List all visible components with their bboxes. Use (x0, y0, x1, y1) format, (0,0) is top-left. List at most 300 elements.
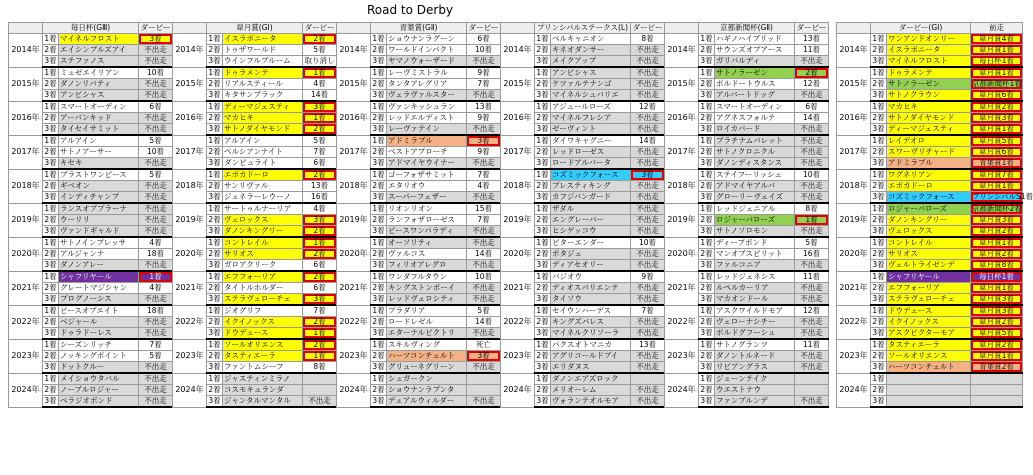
table-row (837, 339, 1023, 351)
horse-name-cell: ダノンディスタンス (715, 158, 795, 170)
horse-name-cell: タンタアレグリア (387, 79, 467, 90)
table-row (9, 34, 173, 45)
derby-result-cell: 不出走 (795, 328, 829, 340)
horse-name-cell: ヴァンドギャルド (59, 226, 139, 238)
previous-race-cell: 皐月賞1着 (971, 237, 1023, 249)
horse-name-cell (887, 385, 971, 396)
year-cell: 2024年 (9, 373, 43, 407)
rank-cell: 2着 (536, 317, 549, 326)
rank-cell: 3着 (872, 294, 885, 303)
horse-name-cell: キネオダンサー (551, 45, 631, 56)
previous-race-cell: 京都新聞杯1着 (972, 79, 1022, 88)
table-row (9, 237, 173, 249)
horse-name-cell: マカオンドール (715, 294, 795, 306)
rank-cell: 3着 (208, 396, 221, 405)
horse-name-cell: ロジャーバローズ (715, 215, 795, 226)
year-cell: 2023年 (173, 339, 207, 373)
rank-cell: 1着 (536, 204, 549, 213)
rank-cell: 3着 (208, 328, 221, 337)
rank-cell: 2着 (700, 79, 713, 88)
table-row (337, 101, 501, 113)
derby-result-cell: 1着 (303, 67, 337, 79)
rank-cell: 1着 (372, 170, 385, 179)
rank-cell: 3着 (536, 124, 549, 133)
horse-name-cell: ガロアクリーク (223, 260, 303, 272)
derby-result-cell: 10着 (467, 45, 501, 56)
rank-cell: 3着 (208, 294, 221, 303)
rank-cell: 1着 (208, 374, 221, 383)
table-row (665, 203, 829, 215)
derby-result-cell: 不出走 (631, 124, 665, 136)
horse-name-cell: キセキ (59, 158, 139, 170)
horse-name-cell: アスクビクターモア (887, 328, 971, 340)
derby-result-cell: 2着 (795, 67, 829, 79)
rank-cell: 1着 (44, 238, 57, 247)
derby-result-cell: 3着 (139, 34, 173, 45)
rank-cell: 1着 (44, 374, 57, 383)
rank-cell: 3着 (372, 328, 385, 337)
horse-name-cell: サトノダイヤモンド (887, 113, 971, 124)
rank-cell: 3着 (372, 260, 385, 269)
rank-cell: 1着 (536, 102, 549, 111)
rank-cell: 3着 (872, 328, 885, 337)
year-cell: 2022年 (173, 305, 207, 339)
horse-name-cell: ドゥラドーレス (59, 328, 139, 340)
rank-cell: 3着 (700, 260, 713, 269)
rank-cell: 1着 (536, 238, 549, 247)
derby-result-cell: 6着 (303, 283, 337, 294)
horse-name-cell: サトノソロモン (715, 226, 795, 238)
previous-race-cell: 皐月賞1着 (971, 67, 1023, 79)
horse-name-cell: アドマイヤウイナー (387, 158, 467, 170)
previous-race-cell: 皐月賞3着 (971, 305, 1023, 317)
rank-cell: 2着 (872, 45, 885, 54)
previous-race-cell: 青葉賞1着 (971, 158, 1023, 170)
horse-name-cell: コズミックフォース (887, 192, 971, 204)
derby-result-cell: 不出走 (795, 135, 829, 147)
rank-cell: 1着 (372, 34, 385, 43)
horse-name-cell: ワンダフルタウン (387, 271, 467, 283)
rank-cell: 1着 (44, 68, 57, 77)
horse-name-cell: セイウンハーデス (551, 305, 631, 317)
previous-race-cell: 皐月賞6着 (971, 90, 1023, 102)
year-cell: 2019年 (665, 203, 699, 237)
derby-result-cell: 死亡 (467, 339, 501, 351)
table-row (173, 339, 337, 351)
table-row (501, 305, 665, 317)
derby-result-cell: 4着 (467, 181, 501, 192)
horse-name-cell: アルジャンナ (59, 249, 139, 260)
derby-result-cell: 1着 (303, 113, 337, 124)
year-cell: 2014年 (173, 34, 207, 68)
derby-result-cell: 不出走 (467, 328, 501, 340)
rank-cell: 2着 (208, 45, 221, 54)
derby-result-cell: 不出走 (795, 192, 829, 204)
rank-cell: 1着 (208, 34, 221, 43)
derby-result-cell: 不出走 (139, 328, 173, 340)
derby-result-cell: 4着 (303, 203, 337, 215)
table-row (9, 339, 173, 351)
horse-name-cell: シャフリヤール (887, 271, 971, 283)
horse-name-cell: ジューンテイク (715, 373, 795, 385)
horse-name-cell: キングズパレス (551, 317, 631, 328)
year-cell: 2014年 (337, 34, 371, 68)
table-row (337, 135, 501, 147)
previous-race-cell (971, 385, 1023, 396)
derby-result-cell: 3着 (631, 169, 665, 181)
derby-result-cell: 取り消し (304, 56, 335, 65)
horse-name-cell: サトノダイヤモンド (223, 124, 303, 136)
horse-name-cell: コスモキュランダ (223, 385, 303, 396)
race-table (664, 22, 829, 408)
rank-cell: 1着 (208, 272, 221, 281)
year-cell: 2019年 (9, 203, 43, 237)
rank-cell: 3着 (208, 362, 221, 371)
rank-cell: 3着 (208, 158, 221, 167)
horse-name-cell: ファルコニア (715, 260, 795, 272)
horse-name-cell: マイネルフロスト (887, 56, 971, 68)
derby-result-cell: 2着 (303, 249, 337, 260)
rank-cell: 3着 (372, 362, 385, 371)
rank-cell: 2着 (208, 113, 221, 122)
previous-race-cell: 皐月賞2着 (971, 317, 1023, 328)
rank-cell: 2着 (208, 215, 221, 224)
rank-cell: 2着 (700, 317, 713, 326)
rank-cell: 3着 (372, 294, 385, 303)
year-cell: 2019年 (837, 203, 871, 237)
rank-cell: 2着 (208, 317, 221, 326)
rank-cell: 2着 (208, 181, 221, 190)
horse-name-cell: ペルシアンナイト (223, 147, 303, 158)
rank-cell: 3着 (44, 158, 57, 167)
horse-name-cell: ステラヴェローチェ (223, 294, 303, 306)
table-row (337, 339, 501, 351)
table-row (9, 373, 173, 385)
derby-result-cell: 3着 (303, 294, 337, 306)
derby-result-cell: 不出走 (139, 373, 173, 385)
rank-cell: 1着 (44, 340, 57, 349)
rank-cell: 3着 (872, 124, 885, 133)
previous-race-cell: 皐月賞8着 (971, 260, 1023, 272)
horse-name-cell: レーヴァテイン (387, 124, 467, 136)
year-cell: 2016年 (837, 101, 871, 135)
derby-result-cell: 不出走 (795, 351, 829, 362)
rank-cell: 3着 (536, 396, 549, 405)
table-row (173, 34, 337, 45)
horse-name-cell: アルアイン (59, 135, 139, 147)
rank-cell: 3着 (44, 124, 57, 133)
horse-name-cell: リビアングラス (715, 362, 795, 374)
rank-cell: 1着 (372, 68, 385, 77)
horse-name-cell: サリオス (887, 249, 971, 260)
horse-name-cell: コントレイル (887, 237, 971, 249)
table-row (665, 169, 829, 181)
rank-cell: 3着 (372, 192, 385, 201)
horse-name-cell: ロジャーバローズ (887, 203, 971, 215)
rank-cell: 2着 (44, 351, 57, 360)
derby-result-cell (631, 373, 665, 385)
rank-cell: 2着 (44, 317, 57, 326)
horse-name-cell: シュガークン (387, 373, 467, 385)
derby-result-cell: 不出走 (139, 203, 173, 215)
derby-result-cell: 不出走 (631, 192, 665, 204)
derby-result-cell: 2着 (303, 271, 337, 283)
derby-result-cell: 10着 (795, 169, 829, 181)
derby-result-cell: 不出走 (467, 362, 501, 374)
rank-cell: 1着 (872, 34, 885, 43)
derby-result-cell: 10着 (139, 67, 173, 79)
horse-name-cell: サトノアーサー (59, 147, 139, 158)
rank-cell: 2着 (372, 147, 385, 156)
horse-name-cell: アジュールローズ (551, 101, 631, 113)
year-cell: 2018年 (337, 169, 371, 203)
horse-name-cell: スマートオーディン (715, 101, 795, 113)
horse-name-cell: ヴァルコス (387, 249, 467, 260)
horse-name-cell: サートゥルナーリア (223, 203, 303, 215)
horse-name-cell: ミュゼエイリアン (59, 67, 139, 79)
year-cell: 2022年 (837, 305, 871, 339)
derby-result-cell: 不出走 (795, 90, 829, 102)
rank-cell: 3着 (700, 192, 713, 201)
rank-cell: 2着 (536, 351, 549, 360)
rank-cell: 2着 (44, 249, 57, 258)
derby-result-cell: 不出走 (139, 56, 173, 68)
rank-cell: 2着 (872, 317, 885, 326)
derby-header: ダービー (303, 23, 337, 34)
rank-cell: 3着 (372, 396, 385, 405)
rank-cell: 1着 (208, 102, 221, 111)
horse-name-cell: ドゥラメンテ (887, 67, 971, 79)
rank-cell: 1着 (700, 170, 713, 179)
horse-name-cell: レッドエルディスト (387, 113, 467, 124)
derby-result-cell: 7着 (467, 169, 501, 181)
table-row (337, 237, 501, 249)
derby-result-cell: 不出走 (467, 192, 501, 204)
table-row (501, 135, 665, 147)
rank-cell: 2着 (700, 45, 713, 54)
rank-cell: 1着 (536, 306, 549, 315)
derby-result-cell: 11着 (795, 271, 829, 283)
rank-cell: 1着 (44, 102, 57, 111)
rank-cell: 1着 (700, 340, 713, 349)
rank-cell: 2着 (372, 79, 385, 88)
horse-name-cell: キタサンブラック (223, 90, 303, 102)
rank-cell: 2着 (872, 147, 885, 156)
rank-cell: 2着 (536, 147, 549, 156)
race-name-header: プリンシパルステークス(L) (535, 23, 631, 34)
horse-name-cell: プログノーシス (59, 294, 139, 306)
derby-result-cell: 6着 (467, 34, 501, 45)
derby-result-cell: 2着 (303, 226, 337, 238)
derby-header: ダービー (467, 23, 501, 34)
table-row (501, 271, 665, 283)
rank-cell: 1着 (872, 306, 885, 315)
rank-cell: 3着 (44, 294, 57, 303)
year-cell: 2023年 (337, 339, 371, 373)
horse-name-cell: ヤマノウォーザード (387, 56, 467, 68)
rank-cell: 2着 (372, 249, 385, 258)
rank-cell: 2着 (372, 317, 385, 326)
table-row (337, 34, 501, 45)
table-row (9, 169, 173, 181)
derby-result-cell: 不出走 (631, 362, 665, 374)
rank-cell: 3着 (872, 362, 885, 371)
previous-race-cell: 皐月賞1着 (971, 45, 1023, 56)
derby-result-cell: 12着 (795, 79, 829, 90)
rank-cell: 3着 (44, 362, 57, 371)
table-row (665, 237, 829, 249)
derby-result-cell: 8着 (303, 362, 337, 374)
derby-result-cell: 不出走 (467, 158, 501, 170)
rank-cell: 3着 (208, 90, 221, 99)
table-row (9, 135, 173, 147)
horse-name-cell: タスティエーラ (223, 351, 303, 362)
horse-name-cell: ワグネリアン (887, 169, 971, 181)
horse-name-cell: マイネルクリソーラ (551, 328, 631, 340)
horse-name-cell: イクイノックス (223, 317, 303, 328)
rank-cell: 2着 (700, 215, 713, 224)
derby-result-cell: 不出走 (795, 317, 829, 328)
rank-cell: 1着 (372, 374, 385, 383)
rank-cell: 2着 (700, 181, 713, 190)
rank-cell: 3着 (700, 90, 713, 99)
rank-cell: 1着 (44, 272, 57, 281)
rank-cell: 1着 (536, 340, 549, 349)
derby-result-cell: 8着 (631, 34, 665, 45)
derby-result-cell: 不出走 (631, 385, 665, 396)
rank-cell: 3着 (872, 90, 885, 99)
horse-name-cell: グレートマジシャン (59, 283, 139, 294)
rank-cell: 1着 (208, 136, 221, 145)
year-cell: 2016年 (173, 101, 207, 135)
derby-result-cell: 不出走 (139, 215, 173, 226)
horse-name-cell: ザダル (551, 203, 631, 215)
derby-result-cell: 7着 (631, 305, 665, 317)
previous-race-cell: 皐月賞2着 (971, 249, 1023, 260)
rank-cell: 3着 (372, 90, 385, 99)
derby-result-cell: 不出走 (631, 260, 665, 272)
table-row (173, 101, 337, 113)
horse-name-cell: ヴァンキッシュラン (387, 101, 467, 113)
year-cell: 2020年 (337, 237, 371, 271)
rank-cell: 1着 (872, 374, 885, 383)
derby-result-cell: 不出走 (139, 124, 173, 136)
horse-name-cell: プラダリア (387, 305, 467, 317)
horse-name-cell: ブレスティキング (551, 181, 631, 192)
table-row (665, 271, 829, 283)
derby-result-cell: 不出走 (467, 260, 501, 272)
derby-result-cell: 不出走 (631, 90, 665, 102)
rank-cell: 1着 (372, 272, 385, 281)
derby-result-cell: 不出走 (139, 362, 173, 374)
year-cell: 2018年 (173, 169, 207, 203)
horse-name-cell: バジオウ (551, 271, 631, 283)
derby-result-cell: 13着 (795, 34, 829, 45)
rank-cell: 1着 (700, 136, 713, 145)
horse-name-cell: ショウナンラプンタ (387, 385, 467, 396)
derby-result-cell: 不出走 (795, 294, 829, 306)
rank-cell: 2着 (536, 385, 549, 394)
rank-cell: 2着 (872, 215, 885, 224)
rank-cell: 1着 (536, 34, 549, 43)
rank-cell: 1着 (536, 374, 549, 383)
horse-name-cell: エポカドーロ (223, 169, 303, 181)
horse-name-cell: アーバンキッド (59, 113, 139, 124)
table-row (501, 237, 665, 249)
table-row (665, 34, 829, 45)
horse-name-cell: エターナルビクトリ (387, 328, 467, 340)
year-cell: 2021年 (665, 271, 699, 305)
derby-header: ダービー (795, 23, 829, 34)
rank-cell: 1着 (872, 204, 885, 213)
rank-cell: 3着 (536, 260, 549, 269)
rank-cell: 2着 (44, 79, 57, 88)
table-row (173, 305, 337, 317)
rank-cell: 2着 (872, 249, 885, 258)
horse-name-cell: ヴェロックス (887, 226, 971, 238)
horse-name-cell: ロードアルバータ (551, 158, 631, 170)
derby-result-cell: 5着 (467, 305, 501, 317)
year-cell: 2019年 (337, 203, 371, 237)
horse-name-cell: ランフォザローゼス (387, 215, 467, 226)
derby-result-cell: 12着 (795, 305, 829, 317)
horse-name-cell: ハーツコンチェルト (387, 351, 467, 362)
horse-name-cell: ピースワンパラディ (387, 226, 467, 238)
rank-cell: 1着 (44, 204, 57, 213)
horse-name-cell: アドミラブル (387, 135, 467, 147)
table-row (665, 305, 829, 317)
horse-name-cell: マンオブスピリット (715, 249, 795, 260)
table-row (173, 169, 337, 181)
horse-name-cell: エフフォーリア (223, 271, 303, 283)
derby-result-cell: 7着 (303, 147, 337, 158)
rank-cell: 1着 (44, 170, 57, 179)
horse-name-cell: デュアルウィルダー (387, 396, 467, 408)
horse-name-cell: サトノラーゼン (887, 79, 971, 90)
derby-result-cell: 不出走 (795, 124, 829, 136)
year-cell: 2015年 (9, 67, 43, 101)
previous-race-cell (971, 396, 1023, 408)
horse-name-cell: ウインフルブルーム (223, 56, 303, 68)
horse-name-cell: ヴォランテオルモア (551, 396, 631, 408)
rank-cell: 3着 (372, 226, 385, 235)
derby-result-cell: 9着 (467, 113, 501, 124)
derby-result-cell (795, 385, 829, 396)
derby-result-cell: 不出走 (631, 158, 665, 170)
rank-cell: 1着 (44, 136, 57, 145)
table-row (9, 101, 173, 113)
rank-cell: 2着 (536, 283, 549, 292)
previous-race-cell: 皐月賞1着 (971, 181, 1023, 192)
previous-race-cell: 皐月賞4着 (971, 34, 1023, 45)
table-row (501, 203, 665, 215)
horse-name-cell: レッドローゼス (551, 147, 631, 158)
previous-race-cell: 皐月賞1着 (971, 283, 1023, 294)
rank-cell: 2着 (44, 283, 57, 292)
year-cell: 2020年 (173, 237, 207, 271)
derby-result-cell: 不出走 (631, 147, 665, 158)
horse-name-cell: スーパーフェザー (387, 192, 467, 204)
horse-name-cell: リアルスティール (223, 79, 303, 90)
rank-cell: 1着 (700, 374, 713, 383)
year-cell: 2020年 (665, 237, 699, 271)
horse-name-cell: ディオスバリエンテ (551, 283, 631, 294)
year-cell: 2017年 (173, 135, 207, 169)
horse-name-cell: エフフォーリア (887, 283, 971, 294)
derby-result-cell: 不出走 (631, 351, 665, 362)
derby-result-cell: 不出走 (795, 158, 829, 170)
rank-cell: 2着 (536, 45, 549, 54)
